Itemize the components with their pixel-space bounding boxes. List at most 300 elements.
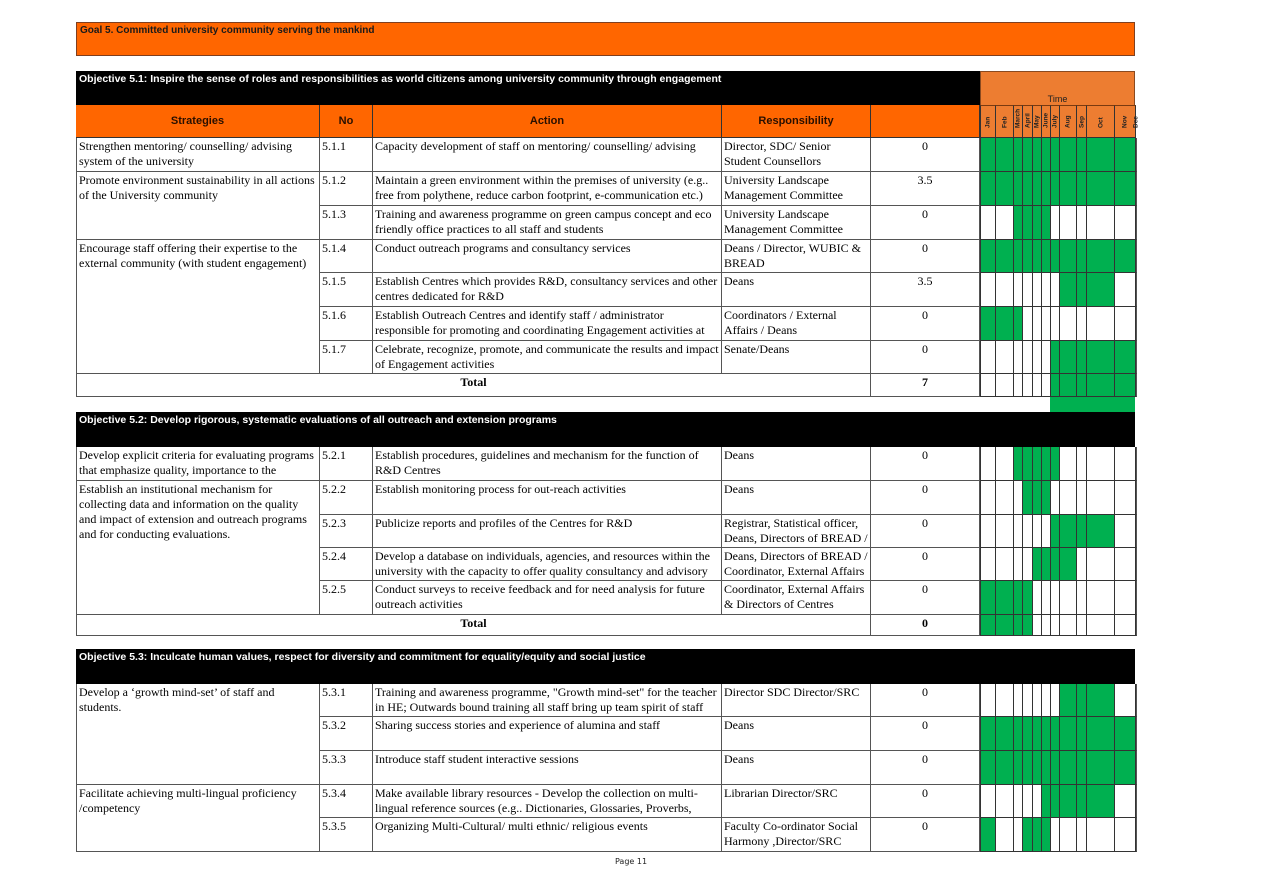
month-header-sep: [1076, 105, 1086, 138]
schedule-5.2.4-sep: [1076, 548, 1086, 581]
month-header-dec: [1132, 105, 1140, 138]
schedule-5.3.5-jan: [980, 818, 995, 852]
month-header-july: [1050, 105, 1059, 138]
schedule-5.1.6-march: [1013, 307, 1022, 341]
schedule-total-2-june: [1041, 615, 1050, 636]
schedule-5.2.2-may: [1032, 481, 1041, 515]
schedule-5.3.5-march: [1013, 818, 1022, 852]
schedule-5.3.5-feb: [995, 818, 1013, 852]
schedule-5.2.5-july: [1050, 581, 1059, 615]
action-text: Maintain a green environment within the premises of university (e.g.. free from polythene, reduce carbon footprint, e-communication etc.): [373, 172, 722, 206]
action-value: 0: [871, 751, 980, 785]
goal-title-bar: [76, 22, 1135, 56]
schedule-5.1.1-sep: [1076, 138, 1086, 172]
schedule-5.3.3-jan: [980, 751, 995, 785]
schedule-5.1.2-july: [1050, 172, 1059, 206]
schedule-5.2.5-april: [1022, 581, 1032, 615]
schedule-5.2.2-sep: [1076, 481, 1086, 515]
schedule-5.1.5-feb: [995, 273, 1013, 307]
schedule-5.1.6-aug: [1059, 307, 1076, 341]
strategy-cell: Develop a ‘growth mind-set’ of staff and students.: [76, 684, 320, 785]
schedule-5.1.3-may: [1032, 206, 1041, 240]
schedule-5.1.5-jan: [980, 273, 995, 307]
month-label: Jan: [984, 116, 992, 128]
schedule-5.1.3-nov: [1114, 206, 1135, 240]
strategy-cell: Establish an institutional mechanism for collecting data and information on the quality and impact of extension and outreach programs and for conducting evaluations.: [76, 481, 320, 615]
total-label: Total: [76, 374, 871, 397]
page-number: Page 11: [614, 857, 648, 866]
schedule-5.3.1-jan: [980, 684, 995, 717]
schedule-5.1.7-aug: [1059, 341, 1076, 374]
schedule-5.1.5-may: [1032, 273, 1041, 307]
schedule-5.3.2-march: [1013, 717, 1022, 751]
column-header-action: Action: [373, 105, 722, 138]
schedule-5.1.2-dec: [1135, 172, 1137, 206]
responsibility-text: Senate/Deans: [722, 341, 871, 374]
schedule-5.1.7-oct: [1086, 341, 1114, 374]
schedule-5.2.4-may: [1032, 548, 1041, 581]
action-number: 5.3.4: [320, 785, 373, 818]
schedule-5.2.4-dec: [1135, 548, 1137, 581]
schedule-total-2-nov: [1114, 615, 1135, 636]
schedule-5.1.1-nov: [1114, 138, 1135, 172]
schedule-5.3.3-april: [1022, 751, 1032, 785]
schedule-total-2-sep: [1076, 615, 1086, 636]
schedule-5.3.5-oct: [1086, 818, 1114, 852]
schedule-5.1.2-oct: [1086, 172, 1114, 206]
schedule-5.2.5-nov: [1114, 581, 1135, 615]
schedule-5.1.1-april: [1022, 138, 1032, 172]
schedule-5.3.3-nov: [1114, 751, 1135, 785]
schedule-5.2.4-nov: [1114, 548, 1135, 581]
schedule-5.3.5-dec: [1135, 818, 1137, 852]
action-value: 0: [871, 341, 980, 374]
schedule-total-2-may: [1032, 615, 1041, 636]
schedule-5.3.1-dec: [1135, 684, 1137, 717]
action-value: 0: [871, 206, 980, 240]
schedule-5.3.4-june: [1041, 785, 1050, 818]
schedule-5.1.3-jan: [980, 206, 995, 240]
schedule-5.2.5-june: [1041, 581, 1050, 615]
schedule-5.1.3-july: [1050, 206, 1059, 240]
strategy-cell: Facilitate achieving multi-lingual proficiency /competency: [76, 785, 320, 852]
schedule-5.2.1-oct: [1086, 447, 1114, 481]
schedule-5.3.2-aug: [1059, 717, 1076, 751]
month-header-june: [1041, 105, 1050, 138]
objective-3-title: Objective 5.3: Inculcate human values, respect for diversity and commitment for equality/equity and social justice: [76, 649, 1135, 684]
schedule-total-1-june: [1041, 374, 1050, 397]
schedule-5.3.5-may: [1032, 818, 1041, 852]
schedule-total-1-feb: [995, 374, 1013, 397]
responsibility-text: Coordinators / External Affairs / Deans: [722, 307, 871, 341]
month-label: April: [1024, 113, 1031, 128]
schedule-5.2.3-may: [1032, 515, 1041, 548]
schedule-5.1.5-march: [1013, 273, 1022, 307]
schedule-5.2.1-july: [1050, 447, 1059, 481]
schedule-5.1.4-dec: [1135, 240, 1137, 273]
schedule-5.1.6-sep: [1076, 307, 1086, 341]
schedule-5.1.3-dec: [1135, 206, 1137, 240]
schedule-5.3.4-feb: [995, 785, 1013, 818]
schedule-5.1.7-may: [1032, 341, 1041, 374]
schedule-5.1.1-feb: [995, 138, 1013, 172]
month-label: March: [1014, 108, 1022, 128]
schedule-5.1.4-jan: [980, 240, 995, 273]
schedule-5.1.7-jan: [980, 341, 995, 374]
action-value: 0: [871, 447, 980, 481]
schedule-5.3.3-may: [1032, 751, 1041, 785]
schedule-5.3.2-may: [1032, 717, 1041, 751]
schedule-5.2.2-oct: [1086, 481, 1114, 515]
column-header-no: No: [320, 105, 373, 138]
schedule-total-2-jan: [980, 615, 995, 636]
month-header-oct: [1086, 105, 1114, 138]
action-number: 5.3.2: [320, 717, 373, 751]
month-label: July: [1051, 114, 1059, 128]
schedule-5.3.1-june: [1041, 684, 1050, 717]
schedule-total-2-dec: [1135, 615, 1137, 636]
schedule-5.3.3-oct: [1086, 751, 1114, 785]
schedule-5.2.4-jan: [980, 548, 995, 581]
action-value: 0: [871, 684, 980, 717]
action-number: 5.3.1: [320, 684, 373, 717]
action-number: 5.3.5: [320, 818, 373, 852]
schedule-5.3.3-aug: [1059, 751, 1076, 785]
action-number: 5.2.1: [320, 447, 373, 481]
schedule-5.1.4-june: [1041, 240, 1050, 273]
schedule-5.1.2-june: [1041, 172, 1050, 206]
action-value: 0: [871, 717, 980, 751]
schedule-total-1-july: [1050, 374, 1059, 397]
schedule-5.3.4-sep: [1076, 785, 1086, 818]
schedule-5.1.2-aug: [1059, 172, 1076, 206]
schedule-5.2.2-june: [1041, 481, 1050, 515]
schedule-5.1.4-sep: [1076, 240, 1086, 273]
responsibility-text: Deans: [722, 717, 871, 751]
schedule-5.1.4-nov: [1114, 240, 1135, 273]
schedule-5.3.4-july: [1050, 785, 1059, 818]
schedule-5.3.2-dec: [1135, 717, 1137, 751]
schedule-5.2.1-sep: [1076, 447, 1086, 481]
schedule-5.1.7-sep: [1076, 341, 1086, 374]
responsibility-text: Deans: [722, 273, 871, 307]
strategy-cell: Develop explicit criteria for evaluating programs that emphasize quality, importance to the: [76, 447, 320, 481]
action-number: 5.1.5: [320, 273, 373, 307]
schedule-5.2.5-sep: [1076, 581, 1086, 615]
action-value: 0: [871, 818, 980, 852]
month-header-jan: [980, 105, 995, 138]
total-value: 0: [871, 615, 980, 636]
schedule-5.3.5-aug: [1059, 818, 1076, 852]
schedule-5.3.2-feb: [995, 717, 1013, 751]
schedule-5.1.4-may: [1032, 240, 1041, 273]
schedule-5.2.1-feb: [995, 447, 1013, 481]
schedule-5.3.5-july: [1050, 818, 1059, 852]
month-header-aug: [1059, 105, 1076, 138]
schedule-5.3.2-oct: [1086, 717, 1114, 751]
schedule-5.2.1-jan: [980, 447, 995, 481]
schedule-5.1.4-march: [1013, 240, 1022, 273]
responsibility-text: Librarian Director/SRC: [722, 785, 871, 818]
action-number: 5.1.3: [320, 206, 373, 240]
schedule-5.2.3-nov: [1114, 515, 1135, 548]
schedule-5.1.3-march: [1013, 206, 1022, 240]
schedule-5.3.2-sep: [1076, 717, 1086, 751]
responsibility-text: Deans / Director, WUBIC & BREAD: [722, 240, 871, 273]
schedule-5.1.6-oct: [1086, 307, 1114, 341]
schedule-5.1.7-march: [1013, 341, 1022, 374]
schedule-5.1.6-may: [1032, 307, 1041, 341]
responsibility-text: University Landscape Management Committee: [722, 206, 871, 240]
action-text: Establish Outreach Centres and identify staff / administrator responsible for promoting and coordinating Engagement activities at: [373, 307, 722, 341]
action-value: 0: [871, 240, 980, 273]
schedule-5.1.2-nov: [1114, 172, 1135, 206]
schedule-5.1.2-may: [1032, 172, 1041, 206]
schedule-5.1.7-june: [1041, 341, 1050, 374]
strategy-cell: Strengthen mentoring/ counselling/ advising system of the university: [76, 138, 320, 172]
action-number: 5.2.5: [320, 581, 373, 615]
schedule-5.3.1-nov: [1114, 684, 1135, 717]
schedule-5.1.3-april: [1022, 206, 1032, 240]
schedule-5.2.3-oct: [1086, 515, 1114, 548]
action-number: 5.2.4: [320, 548, 373, 581]
schedule-5.1.5-july: [1050, 273, 1059, 307]
action-value: 0: [871, 548, 980, 581]
schedule-5.3.1-sep: [1076, 684, 1086, 717]
schedule-5.2.3-april: [1022, 515, 1032, 548]
schedule-5.3.4-dec: [1135, 785, 1137, 818]
column-header-value: [871, 105, 980, 138]
schedule-5.2.4-aug: [1059, 548, 1076, 581]
schedule-5.2.2-jan: [980, 481, 995, 515]
responsibility-text: Deans: [722, 751, 871, 785]
action-number: 5.1.6: [320, 307, 373, 341]
schedule-5.2.2-march: [1013, 481, 1022, 515]
schedule-5.1.6-nov: [1114, 307, 1135, 341]
schedule-5.2.3-march: [1013, 515, 1022, 548]
schedule-5.2.4-march: [1013, 548, 1022, 581]
action-text: Publicize reports and profiles of the Centres for R&D: [373, 515, 722, 548]
action-number: 5.3.3: [320, 751, 373, 785]
objective-1-title: Objective 5.1: Inspire the sense of roles and responsibilities as world citizens among university community through engagement: [76, 71, 980, 105]
action-value: 3.5: [871, 273, 980, 307]
schedule-5.3.2-april: [1022, 717, 1032, 751]
schedule-5.3.5-nov: [1114, 818, 1135, 852]
schedule-5.3.1-april: [1022, 684, 1032, 717]
action-text: Establish monitoring process for out-reach activities: [373, 481, 722, 515]
schedule-5.1.5-dec: [1135, 273, 1137, 307]
schedule-5.1.7-april: [1022, 341, 1032, 374]
responsibility-text: Registrar, Statistical officer, Deans, Directors of BREAD /: [722, 515, 871, 548]
month-header-march: [1013, 105, 1022, 138]
schedule-5.1.6-june: [1041, 307, 1050, 341]
month-label: Dec: [1132, 116, 1140, 128]
schedule-5.1.3-feb: [995, 206, 1013, 240]
schedule-5.2.1-aug: [1059, 447, 1076, 481]
schedule-5.1.1-june: [1041, 138, 1050, 172]
action-number: 5.2.3: [320, 515, 373, 548]
total-label: Total: [76, 615, 871, 636]
month-label: June: [1042, 112, 1050, 128]
schedule-total-2-april: [1022, 615, 1032, 636]
schedule-5.3.2-july: [1050, 717, 1059, 751]
schedule-5.1.6-feb: [995, 307, 1013, 341]
schedule-5.1.4-july: [1050, 240, 1059, 273]
schedule-5.3.1-feb: [995, 684, 1013, 717]
action-text: Develop a database on individuals, agencies, and resources within the university with the capacity to offer quality consultancy and advisory: [373, 548, 722, 581]
schedule-5.1.2-sep: [1076, 172, 1086, 206]
schedule-5.2.3-aug: [1059, 515, 1076, 548]
schedule-5.2.1-march: [1013, 447, 1022, 481]
schedule-5.2.1-may: [1032, 447, 1041, 481]
action-text: Sharing success stories and experience of alumina and staff: [373, 717, 722, 751]
schedule-5.3.1-aug: [1059, 684, 1076, 717]
schedule-highlight-band: [1050, 397, 1135, 412]
schedule-5.1.2-jan: [980, 172, 995, 206]
schedule-5.3.1-may: [1032, 684, 1041, 717]
responsibility-text: Deans: [722, 481, 871, 515]
schedule-5.1.5-aug: [1059, 273, 1076, 307]
action-text: Conduct surveys to receive feedback and for need analysis for future outreach activities: [373, 581, 722, 615]
schedule-5.1.7-nov: [1114, 341, 1135, 374]
schedule-5.3.4-nov: [1114, 785, 1135, 818]
responsibility-text: Deans, Directors of BREAD / Coordinator, External Affairs: [722, 548, 871, 581]
month-header-may: [1032, 105, 1041, 138]
schedule-5.2.4-june: [1041, 548, 1050, 581]
month-label: Oct: [1097, 117, 1104, 128]
schedule-5.1.6-dec: [1135, 307, 1137, 341]
schedule-5.1.3-sep: [1076, 206, 1086, 240]
schedule-total-1-jan: [980, 374, 995, 397]
schedule-5.3.4-may: [1032, 785, 1041, 818]
action-text: Conduct outreach programs and consultancy services: [373, 240, 722, 273]
schedule-5.2.5-dec: [1135, 581, 1137, 615]
responsibility-text: Deans: [722, 447, 871, 481]
action-text: Celebrate, recognize, promote, and communicate the results and impact of Engagement activities: [373, 341, 722, 374]
schedule-5.2.1-june: [1041, 447, 1050, 481]
schedule-5.1.4-april: [1022, 240, 1032, 273]
schedule-5.2.3-sep: [1076, 515, 1086, 548]
schedule-5.1.3-oct: [1086, 206, 1114, 240]
schedule-5.3.5-sep: [1076, 818, 1086, 852]
column-header-strategies: Strategies: [76, 105, 320, 138]
schedule-5.2.2-aug: [1059, 481, 1076, 515]
month-label: May: [1033, 115, 1041, 128]
schedule-5.2.2-april: [1022, 481, 1032, 515]
schedule-5.1.1-july: [1050, 138, 1059, 172]
schedule-5.3.3-june: [1041, 751, 1050, 785]
schedule-5.2.4-april: [1022, 548, 1032, 581]
schedule-5.2.1-april: [1022, 447, 1032, 481]
month-header-april: [1022, 105, 1032, 138]
schedule-5.1.1-dec: [1135, 138, 1137, 172]
schedule-5.1.7-july: [1050, 341, 1059, 374]
month-label: Nov: [1121, 115, 1129, 128]
responsibility-text: Coordinator, External Affairs & Directors of Centres: [722, 581, 871, 615]
schedule-5.1.2-april: [1022, 172, 1032, 206]
schedule-5.2.5-jan: [980, 581, 995, 615]
responsibility-text: University Landscape Management Committee: [722, 172, 871, 206]
schedule-5.1.3-june: [1041, 206, 1050, 240]
schedule-total-1-may: [1032, 374, 1041, 397]
schedule-5.1.6-july: [1050, 307, 1059, 341]
schedule-5.3.2-jan: [980, 717, 995, 751]
schedule-5.2.2-nov: [1114, 481, 1135, 515]
schedule-5.1.7-dec: [1135, 341, 1137, 374]
schedule-5.3.5-april: [1022, 818, 1032, 852]
responsibility-text: Director SDC Director/SRC: [722, 684, 871, 717]
objective-2-title: Objective 5.2: Develop rigorous, systematic evaluations of all outreach and extension programs: [76, 412, 1135, 447]
schedule-5.3.3-sep: [1076, 751, 1086, 785]
month-label: Aug: [1064, 115, 1072, 128]
schedule-5.2.4-oct: [1086, 548, 1114, 581]
strategy-cell: Promote environment sustainability in all actions of the University community: [76, 172, 320, 240]
schedule-5.1.4-aug: [1059, 240, 1076, 273]
schedule-5.3.4-aug: [1059, 785, 1076, 818]
action-value: 0: [871, 785, 980, 818]
schedule-5.2.5-aug: [1059, 581, 1076, 615]
schedule-5.1.5-oct: [1086, 273, 1114, 307]
column-header-responsibility: Responsibility: [722, 105, 871, 138]
action-number: 5.1.7: [320, 341, 373, 374]
schedule-5.1.1-aug: [1059, 138, 1076, 172]
schedule-5.1.6-jan: [980, 307, 995, 341]
schedule-5.3.4-march: [1013, 785, 1022, 818]
schedule-total-1-april: [1022, 374, 1032, 397]
schedule-5.2.5-oct: [1086, 581, 1114, 615]
time-header-label: Time: [1047, 94, 1068, 104]
schedule-5.3.3-july: [1050, 751, 1059, 785]
schedule-total-2-july: [1050, 615, 1059, 636]
schedule-total-1-aug: [1059, 374, 1076, 397]
action-text: Make available library resources - Develop the collection on multi-lingual reference sources (e.g.. Dictionaries, Glossaries, Proverbs,: [373, 785, 722, 818]
schedule-total-2-aug: [1059, 615, 1076, 636]
schedule-5.2.5-may: [1032, 581, 1041, 615]
schedule-5.2.1-nov: [1114, 447, 1135, 481]
strategy-cell: Encourage staff offering their expertise to the external community (with student engagement): [76, 240, 320, 374]
schedule-5.1.5-sep: [1076, 273, 1086, 307]
action-number: 5.1.2: [320, 172, 373, 206]
schedule-5.3.1-oct: [1086, 684, 1114, 717]
schedule-5.3.1-march: [1013, 684, 1022, 717]
action-value: 3.5: [871, 172, 980, 206]
schedule-5.2.3-july: [1050, 515, 1059, 548]
schedule-5.3.2-nov: [1114, 717, 1135, 751]
schedule-total-1-sep: [1076, 374, 1086, 397]
schedule-5.1.4-feb: [995, 240, 1013, 273]
schedule-5.2.5-march: [1013, 581, 1022, 615]
schedule-5.2.2-feb: [995, 481, 1013, 515]
schedule-5.2.2-july: [1050, 481, 1059, 515]
action-number: 5.2.2: [320, 481, 373, 515]
action-number: 5.1.1: [320, 138, 373, 172]
schedule-5.3.4-oct: [1086, 785, 1114, 818]
schedule-total-1-march: [1013, 374, 1022, 397]
goal-title: Goal 5. Committed university community serving the mankind: [80, 25, 375, 36]
schedule-5.2.3-june: [1041, 515, 1050, 548]
action-value: 0: [871, 307, 980, 341]
schedule-5.1.3-aug: [1059, 206, 1076, 240]
schedule-5.2.3-feb: [995, 515, 1013, 548]
action-text: Introduce staff student interactive sessions: [373, 751, 722, 785]
schedule-5.2.1-dec: [1135, 447, 1137, 481]
schedule-5.1.5-april: [1022, 273, 1032, 307]
schedule-5.3.4-april: [1022, 785, 1032, 818]
action-text: Establish Centres which provides R&D, consultancy services and other centres dedicated for R&D: [373, 273, 722, 307]
schedule-total-1-oct: [1086, 374, 1114, 397]
schedule-5.1.1-march: [1013, 138, 1022, 172]
action-text: Establish procedures, guidelines and mechanism for the function of R&D Centres: [373, 447, 722, 481]
